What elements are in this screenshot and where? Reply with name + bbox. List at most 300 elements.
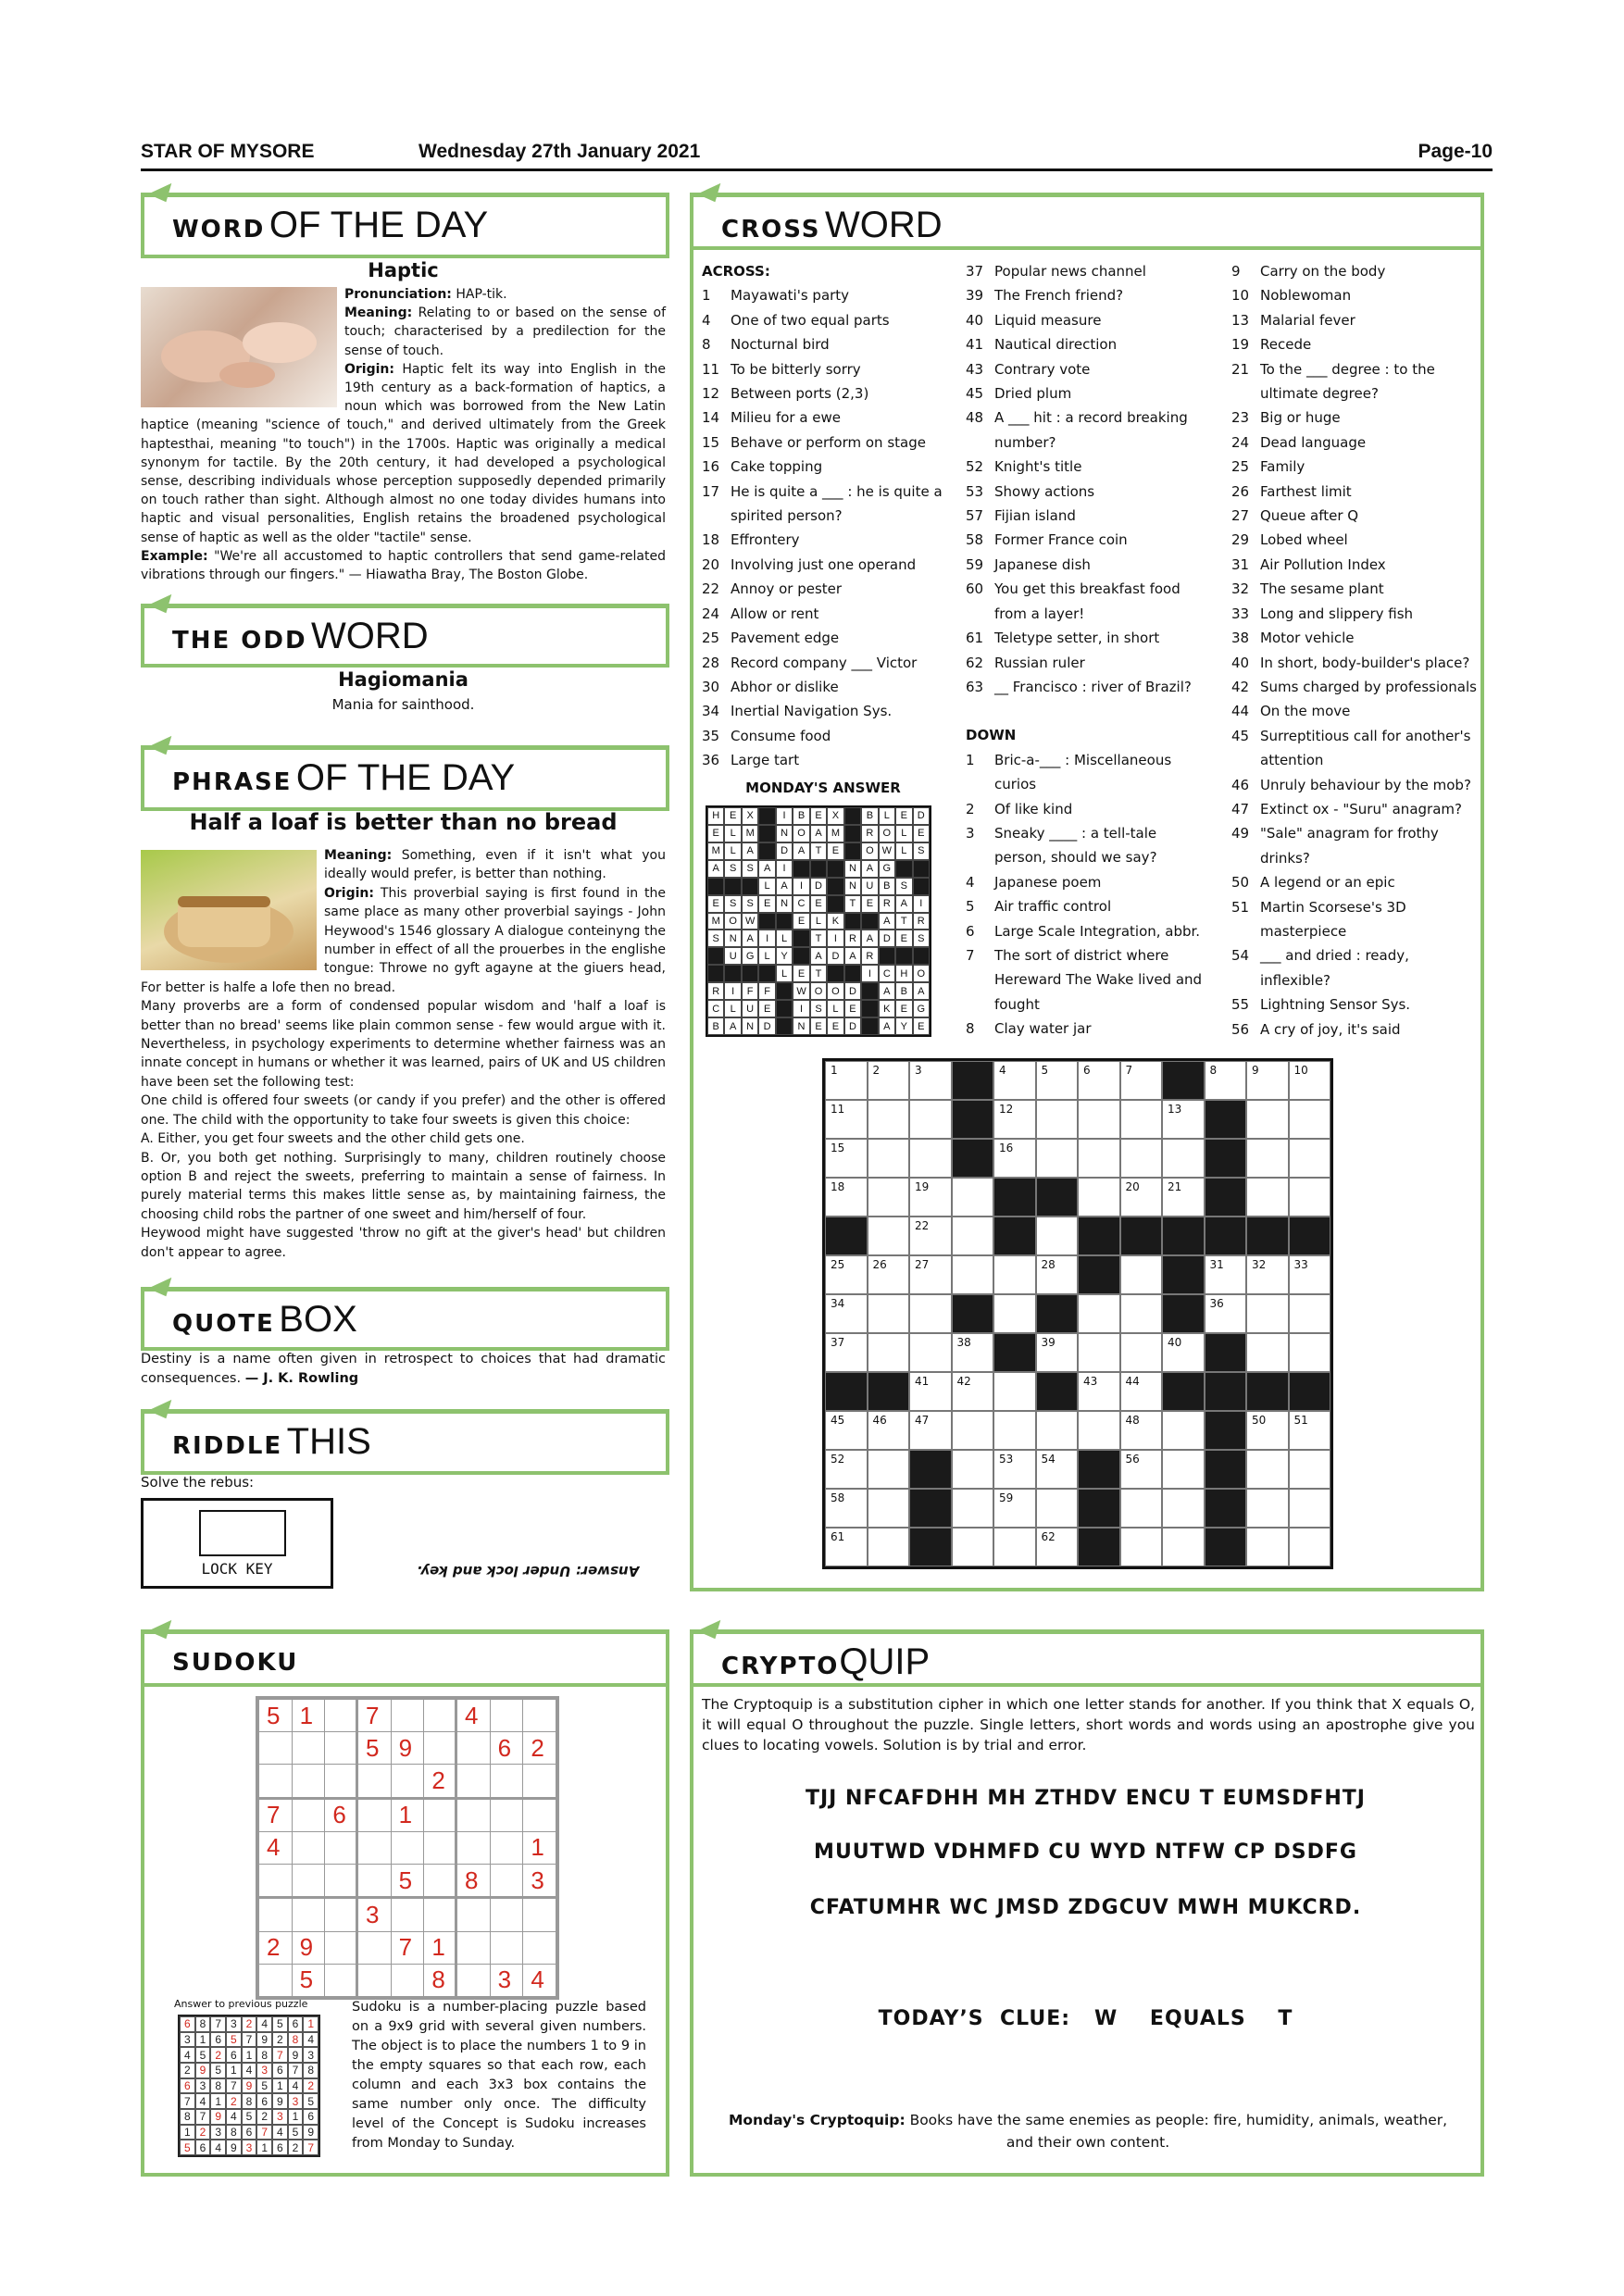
answer-cell: [913, 860, 930, 878]
crossword-cell[interactable]: [1078, 1411, 1120, 1450]
clue-text: Unruly behaviour by the mob?: [1260, 776, 1471, 793]
black-square: [1162, 1061, 1205, 1100]
crossword-cell[interactable]: [1246, 1411, 1289, 1450]
answer-cell: [793, 930, 809, 947]
crossword-cell[interactable]: [1289, 1100, 1331, 1139]
answer-cell: U: [861, 878, 878, 895]
crossword-cell[interactable]: [1246, 1333, 1289, 1372]
sudoku-cell[interactable]: [457, 1965, 490, 1996]
answer-cell: 6: [272, 2063, 288, 2078]
crossword-cell[interactable]: [825, 1528, 868, 1566]
crossword-cell[interactable]: [1289, 1411, 1331, 1450]
clue-item: [702, 480, 944, 529]
crossword-cell[interactable]: [1246, 1489, 1289, 1528]
sudoku-cell[interactable]: [259, 1765, 292, 1796]
sudoku-cell[interactable]: [358, 1765, 391, 1796]
crossword-cell[interactable]: [1120, 1333, 1163, 1372]
phrase-text: Meaning: Something, even if it isn't what you ideally would prefer, is better than nothing. Origin: This proverbial saying is first found in the same place as many other proverbial sayings - John Heywood's 1546 glossary A dialogue conteinyng the number in effect of all the prouerbes in the englishe tongue: Throwe no gyft agayne at the giuers head, For better is halfe a lofe then no bread. Many proverbs are a form of condensed popular wisdom and 'half a loaf is better than no bread' seems like plain common sense - few would argue with it. Nevertheless, in psychology experiments to determine whether fairness was an innate concept in humans or whether it was learned, pairs of UK and US children have been set the following test: One child is offered four sweets (or candy if you prefer) and the other is offered one. The child with the opportunity to take four sweets is given this choice: A. Either, you get four sweets and the other child gets one. B. Or, you both get nothing. Surprisingly to many, children routinely choose option B and reject the sweets, preferring to maintain a sense of fairness. In purely material terms this makes little sense as, by maintaining fairness, the choosing child robs the partner of one sweet and him/herself of four. Heywood might have suggested 'throw no gift at the giver's head' but children don't appear to agree.: [141, 848, 666, 1260]
sudoku-cell[interactable]: [358, 1865, 391, 1896]
sudoku-cell[interactable]: [424, 1800, 455, 1831]
crossword-cell[interactable]: [1205, 1294, 1247, 1333]
crossword-cell[interactable]: [825, 1411, 868, 1450]
sudoku-cell[interactable]: [358, 1965, 391, 1996]
answer-cell: [827, 965, 843, 982]
crossword-cell[interactable]: [993, 1255, 1036, 1294]
black-square: [1246, 1217, 1289, 1255]
crossword-cell[interactable]: [868, 1178, 910, 1217]
sudoku-cell[interactable]: [523, 1800, 556, 1831]
answer-cell: M: [827, 825, 843, 842]
answer-cell: [793, 860, 809, 878]
crossword-cell[interactable]: [909, 1100, 952, 1139]
crossword-cell[interactable]: [825, 1178, 868, 1217]
sudoku-cell[interactable]: [293, 1865, 325, 1896]
answer-cell: 5: [210, 2063, 226, 2078]
clue-text: The French friend?: [994, 287, 1124, 305]
sudoku-cell[interactable]: [325, 1832, 356, 1864]
answer-cell: I: [758, 930, 775, 947]
crossword-cell[interactable]: [825, 1100, 868, 1139]
crossword-cell[interactable]: [909, 1333, 952, 1372]
riddle-header: RIDDLE THIS: [141, 1409, 669, 1475]
answer-cell: S: [742, 895, 758, 913]
clue-number: 1: [966, 751, 975, 768]
answer-cell: 1: [303, 2016, 319, 2032]
crossword-cell[interactable]: [1246, 1100, 1289, 1139]
sudoku-cell[interactable]: [358, 1800, 391, 1831]
crossword-cell[interactable]: [952, 1528, 994, 1566]
monday-cryptoquip: Monday's Cryptoquip: Books have the same enemies as people: fire, humidity, animals, weather, and their own content.: [728, 2112, 1448, 2151]
answer-cell: M: [707, 913, 724, 930]
crossword-cell[interactable]: [952, 1178, 994, 1217]
clue-item: [966, 553, 1208, 577]
answer-cell: A: [895, 895, 912, 913]
crossword-cell[interactable]: [1120, 1255, 1163, 1294]
crossword-cell[interactable]: [1078, 1178, 1120, 1217]
answer-cell: A: [810, 825, 827, 842]
clue-item: [702, 651, 944, 675]
rebus-square: [199, 1510, 286, 1556]
crossword-cell[interactable]: [1078, 1139, 1120, 1178]
clue-number: 21: [1231, 360, 1250, 378]
answer-cell: 2: [210, 2047, 226, 2063]
answer-cell: 1: [288, 2109, 304, 2125]
answer-cell: 6: [180, 2078, 195, 2094]
sudoku-cell[interactable]: [259, 1865, 292, 1896]
cell-number: 53: [999, 1453, 1014, 1466]
clue-item: [1231, 577, 1480, 601]
crossword-cell[interactable]: [868, 1061, 910, 1100]
answer-cell: 4: [180, 2047, 195, 2063]
crossword-cell[interactable]: [825, 1333, 868, 1372]
black-square: [825, 1372, 868, 1411]
crossword-cell[interactable]: [993, 1411, 1036, 1450]
crossword-cell[interactable]: [993, 1061, 1036, 1100]
sudoku-cell[interactable]: [491, 1932, 523, 1964]
crossword-cell[interactable]: [1289, 1139, 1331, 1178]
sudoku-cell[interactable]: [392, 1899, 424, 1930]
answer-cell: 8: [303, 2063, 319, 2078]
clue-item: [966, 651, 1208, 675]
crossword-cell[interactable]: [1036, 1450, 1079, 1489]
black-square: [993, 1217, 1036, 1255]
sudoku-cell[interactable]: [491, 1899, 523, 1930]
answer-cell: 4: [303, 2032, 319, 2048]
sudoku-cell[interactable]: [424, 1732, 455, 1764]
answer-cell: B: [861, 807, 878, 825]
black-square: [1078, 1528, 1120, 1566]
answer-cell: 2: [242, 2016, 257, 2032]
sudoku-cell[interactable]: [259, 1899, 292, 1930]
crossword-cell[interactable]: [1289, 1255, 1331, 1294]
crossword-cell[interactable]: [993, 1139, 1036, 1178]
crossword-cell[interactable]: [868, 1411, 910, 1450]
crossword-cell[interactable]: [868, 1139, 910, 1178]
sudoku-cell[interactable]: [523, 1765, 556, 1796]
crossword-cell[interactable]: [825, 1294, 868, 1333]
answer-cell: 8: [195, 2016, 211, 2032]
sudoku-cell[interactable]: [392, 1765, 424, 1796]
sudoku-cell[interactable]: [325, 1732, 356, 1764]
crossword-cell[interactable]: [1246, 1139, 1289, 1178]
sudoku-cell[interactable]: [457, 1832, 490, 1864]
crossword-cell[interactable]: [1289, 1333, 1331, 1372]
crossword-cell[interactable]: [952, 1255, 994, 1294]
sudoku-cell[interactable]: [424, 1832, 455, 1864]
sudoku-cell[interactable]: [523, 1899, 556, 1930]
clue-number: 55: [1231, 996, 1250, 1014]
answer-cell: Y: [895, 1017, 912, 1035]
clue-text: Behave or perform on stage: [731, 433, 926, 451]
answer-cell: L: [724, 1000, 741, 1017]
crossword-cell[interactable]: [1120, 1450, 1163, 1489]
crossword-cell[interactable]: [1036, 1255, 1079, 1294]
crossword-cell[interactable]: [868, 1489, 910, 1528]
crossword-cell[interactable]: [1162, 1411, 1205, 1450]
clue-text: Record company ___ Victor: [731, 654, 918, 671]
rebus-box: [141, 1498, 333, 1589]
clue-text: Dead language: [1260, 433, 1367, 451]
sudoku-cell[interactable]: [457, 1800, 490, 1831]
crossword-cell[interactable]: [868, 1333, 910, 1372]
sudoku-cell[interactable]: [325, 1932, 356, 1964]
crossword-cell[interactable]: [1120, 1178, 1163, 1217]
sudoku-cell[interactable]: [523, 1932, 556, 1964]
crossword-cell[interactable]: [1246, 1255, 1289, 1294]
answer-cell: N: [724, 930, 741, 947]
crossword-cell[interactable]: [993, 1294, 1036, 1333]
crossword-cell[interactable]: [825, 1450, 868, 1489]
answer-cell: [758, 913, 775, 930]
crossword-cell[interactable]: [909, 1372, 952, 1411]
clue-text: Dried plum: [994, 385, 1072, 403]
answer-cell: [707, 965, 724, 982]
crossword-cell[interactable]: [1078, 1061, 1120, 1100]
crossword-cell[interactable]: [1289, 1489, 1331, 1528]
clue-text: Japanese poem: [994, 873, 1102, 891]
sudoku-cell: 4: [259, 1832, 292, 1864]
sudoku-cell[interactable]: [293, 1800, 325, 1831]
clue-text: The sort of district where Hereward The Wake lived and fought: [994, 946, 1203, 1013]
crossword-cell[interactable]: [1036, 1489, 1079, 1528]
answer-cell: L: [776, 930, 793, 947]
crossword-cell[interactable]: [993, 1528, 1036, 1566]
crossword-cell[interactable]: [1289, 1178, 1331, 1217]
sudoku-cell[interactable]: [424, 1865, 455, 1896]
answer-cell: S: [742, 860, 758, 878]
crossword-cell[interactable]: [993, 1100, 1036, 1139]
sudoku-cell[interactable]: [392, 1965, 424, 1996]
crossword-cell[interactable]: [868, 1294, 910, 1333]
sudoku-cell[interactable]: [293, 1765, 325, 1796]
clue-number: 4: [702, 311, 711, 329]
sudoku-cell[interactable]: [457, 1732, 490, 1764]
across-clues-col1: ACROSS: 1 Mayawati's party 4 One of two equal parts 8 Nocturnal bird 11 To be bitterly sorry 12 Between ports (2,3) 14 Milieu for a ewe 15 Behave or perform on stage 16 Cake topping 17 He is quite a ___ : he is quite a spirited person? 18 Effrontery 20 Involving just one operand 22 Annoy or pester 24 Allow or rent 25 Pavement edge 28 Record company ___ Victor 30 Abhor or dislike 34 Inertial Navigation Sys. 35 Consume food 36 Large tart: [702, 259, 944, 773]
sudoku-cell[interactable]: [457, 1765, 490, 1796]
answer-cell: 1: [272, 2078, 288, 2094]
clue-item: [1231, 821, 1480, 870]
sudoku-cell[interactable]: [293, 1732, 325, 1764]
crossword-cell[interactable]: [1162, 1100, 1205, 1139]
black-square: [1289, 1372, 1331, 1411]
clue-item: [1231, 651, 1480, 675]
clue-text: A legend or an epic: [1260, 874, 1395, 892]
crossword-cell[interactable]: [909, 1294, 952, 1333]
sudoku-cell[interactable]: [325, 1865, 356, 1896]
crossword-cell[interactable]: [868, 1528, 910, 1566]
sudoku-cell[interactable]: [491, 1865, 523, 1896]
sudoku-cell[interactable]: [424, 1700, 455, 1731]
cell-number: 20: [1125, 1180, 1140, 1193]
answer-cell: W: [879, 842, 895, 860]
sudoku-cell: 8: [424, 1965, 455, 1996]
answer-cell: [879, 947, 895, 965]
answer-cell: G: [879, 860, 895, 878]
answer-cell: 4: [226, 2109, 242, 2125]
sudoku-cell[interactable]: [358, 1832, 391, 1864]
crossword-cell[interactable]: [1120, 1100, 1163, 1139]
crossword-cell[interactable]: [1162, 1450, 1205, 1489]
clue-item: [966, 919, 1208, 943]
sudoku-cell: 4: [457, 1700, 490, 1731]
cell-number: 8: [1209, 1064, 1218, 1077]
crossword-cell[interactable]: [993, 1450, 1036, 1489]
crossword-cell[interactable]: [1036, 1217, 1079, 1255]
crossword-cell[interactable]: [1289, 1528, 1331, 1566]
answer-cell: U: [724, 947, 741, 965]
cell-number: 27: [915, 1258, 930, 1271]
crossword-cell[interactable]: [993, 1372, 1036, 1411]
clue-text: Lobed wheel: [1260, 531, 1348, 549]
sudoku-cell[interactable]: [491, 1832, 523, 1864]
crossword-cell[interactable]: [952, 1333, 994, 1372]
crossword-cell[interactable]: [868, 1217, 910, 1255]
crossword-cell[interactable]: [1162, 1139, 1205, 1178]
answer-cell: 3: [303, 2047, 319, 2063]
sudoku-cell[interactable]: [491, 1765, 523, 1796]
answer-cell: F: [758, 982, 775, 1000]
answer-cell: [861, 1000, 878, 1017]
crossword-cell[interactable]: [1289, 1061, 1331, 1100]
answer-cell: B: [793, 807, 809, 825]
clue-number: 46: [1231, 776, 1250, 793]
clue-item: [966, 528, 1208, 552]
answer-cell: [844, 913, 861, 930]
clue-text: Carry on the body: [1260, 263, 1386, 280]
crossword-cell[interactable]: [1078, 1100, 1120, 1139]
crossword-cell[interactable]: [993, 1489, 1036, 1528]
black-square: [1162, 1255, 1205, 1294]
crossword-cell[interactable]: [952, 1489, 994, 1528]
crossword-cell[interactable]: [1246, 1528, 1289, 1566]
answer-cell: X: [827, 807, 843, 825]
crossword-cell[interactable]: [909, 1139, 952, 1178]
clue-item: [702, 626, 944, 650]
clue-item: [966, 894, 1208, 918]
cell-number: 38: [956, 1336, 971, 1349]
sudoku-cell[interactable]: [424, 1899, 455, 1930]
sudoku-cell[interactable]: [457, 1932, 490, 1964]
crossword-cell[interactable]: [1246, 1294, 1289, 1333]
sudoku-cell[interactable]: [325, 1899, 356, 1930]
crossword-cell[interactable]: [825, 1139, 868, 1178]
answer-cell: O: [810, 982, 827, 1000]
sudoku-cell[interactable]: [491, 1700, 523, 1731]
cell-number: 52: [831, 1453, 845, 1466]
answer-cell: 6: [256, 2093, 272, 2109]
crossword-cell[interactable]: [1162, 1333, 1205, 1372]
clue-number: 45: [1231, 727, 1250, 744]
sudoku-cell: 3: [358, 1899, 391, 1930]
answer-cell: 4: [210, 2140, 226, 2155]
answer-cell: A: [844, 947, 861, 965]
crossword-cell[interactable]: [1120, 1528, 1163, 1566]
crossword-cell[interactable]: [1036, 1411, 1079, 1450]
crossword-cell[interactable]: [1246, 1178, 1289, 1217]
crossword-cell[interactable]: [1246, 1450, 1289, 1489]
answer-cell: D: [810, 878, 827, 895]
cell-number: 54: [1041, 1453, 1056, 1466]
crossword-cell[interactable]: [1036, 1139, 1079, 1178]
crossword-cell[interactable]: [952, 1217, 994, 1255]
clue-text: Big or huge: [1260, 409, 1341, 427]
clue-text: Bric-a-___ : Miscellaneous curios: [994, 751, 1172, 793]
sudoku-cell: 6: [325, 1800, 356, 1831]
crossword-cell[interactable]: [1162, 1528, 1205, 1566]
black-square: [1162, 1217, 1205, 1255]
answer-cell: 5: [288, 2125, 304, 2140]
answer-cell: 9: [226, 2140, 242, 2155]
crossword-cell[interactable]: [1120, 1139, 1163, 1178]
crossword-cell[interactable]: [1078, 1294, 1120, 1333]
crossword-cell[interactable]: [825, 1489, 868, 1528]
crossword-cell[interactable]: [868, 1450, 910, 1489]
answer-cell: 2: [256, 2109, 272, 2125]
crossword-cell[interactable]: [1120, 1411, 1163, 1450]
clue-number: 45: [966, 385, 984, 403]
clue-number: 49: [1231, 825, 1250, 842]
crossword-cell[interactable]: [1205, 1255, 1247, 1294]
page-number: Page-10: [1418, 141, 1493, 162]
sudoku-cell[interactable]: [325, 1700, 356, 1731]
cryptoquip-intro: The Cryptoquip is a substitution cipher in which one letter stands for another. If you think that X equals O, it will equal O throughout the puzzle. Single letters, short words and words using an apostrophe give you clues to locating vowels. Solution is by trial and error.: [702, 1696, 1475, 1753]
clue-number: 56: [1231, 1020, 1250, 1038]
clue-text: Nautical direction: [994, 336, 1118, 354]
sudoku-cell[interactable]: [358, 1932, 391, 1964]
sudoku-cell[interactable]: [293, 1899, 325, 1930]
answer-cell: 3: [256, 2063, 272, 2078]
crossword-cell[interactable]: [1289, 1450, 1331, 1489]
sudoku-cell[interactable]: [325, 1965, 356, 1996]
crossword-cell[interactable]: [1120, 1294, 1163, 1333]
answer-cell: 9: [256, 2032, 272, 2048]
crossword-cell[interactable]: [825, 1061, 868, 1100]
answer-cell: 8: [210, 2078, 226, 2094]
crossword-cell[interactable]: [1078, 1372, 1120, 1411]
crossword-cell[interactable]: [909, 1217, 952, 1255]
crossword-cell[interactable]: [909, 1411, 952, 1450]
crossword-cell[interactable]: [825, 1255, 868, 1294]
answer-cell: A: [707, 860, 724, 878]
crossword-cell[interactable]: [1120, 1372, 1163, 1411]
clue-text: Cake topping: [731, 458, 823, 476]
sudoku-cell[interactable]: [259, 1732, 292, 1764]
sudoku-cell[interactable]: [259, 1965, 292, 1996]
crossword-cell[interactable]: [1120, 1061, 1163, 1100]
clue-number: 58: [966, 531, 984, 549]
crossword-cell[interactable]: [909, 1178, 952, 1217]
crossword-cell[interactable]: [1162, 1489, 1205, 1528]
sudoku-cell[interactable]: [392, 1700, 424, 1731]
sudoku-cell[interactable]: [293, 1832, 325, 1864]
crossword-cell[interactable]: [1162, 1178, 1205, 1217]
clue-number: 24: [1231, 433, 1250, 451]
answer-cell: 1: [210, 2093, 226, 2109]
sudoku-cell[interactable]: [491, 1800, 523, 1831]
crossword-cell[interactable]: [1120, 1489, 1163, 1528]
crossword-cell[interactable]: [952, 1411, 994, 1450]
sudoku-cell[interactable]: [392, 1832, 424, 1864]
crossword-panel: CROSS WORD: [690, 193, 1484, 1591]
sudoku-cell[interactable]: [523, 1700, 556, 1731]
clue-item: [966, 626, 1208, 650]
crossword-cell[interactable]: [952, 1372, 994, 1411]
crossword-cell[interactable]: [1036, 1528, 1079, 1566]
crossword-cell[interactable]: [1246, 1061, 1289, 1100]
crossword-cell[interactable]: [1205, 1061, 1247, 1100]
crossword-cell[interactable]: [868, 1255, 910, 1294]
sudoku-cell[interactable]: [325, 1765, 356, 1796]
answer-cell: R: [861, 825, 878, 842]
clue-item: [1231, 332, 1480, 356]
answer-cell: A: [861, 930, 878, 947]
clue-text: Allow or rent: [731, 605, 819, 622]
crossword-cell[interactable]: [1289, 1294, 1331, 1333]
crossword-cell[interactable]: [909, 1255, 952, 1294]
answer-cell: 4: [272, 2125, 288, 2140]
crossword-cell[interactable]: [1036, 1061, 1079, 1100]
crossword-cell[interactable]: [1036, 1100, 1079, 1139]
clue-item: [702, 308, 944, 332]
crossword-cell[interactable]: [1078, 1333, 1120, 1372]
crossword-cell[interactable]: [909, 1061, 952, 1100]
crossword-cell[interactable]: [1036, 1333, 1079, 1372]
crossword-cell[interactable]: [952, 1450, 994, 1489]
crossword-cell[interactable]: [868, 1100, 910, 1139]
clue-text: Air traffic control: [994, 898, 1112, 916]
clue-number: 26: [1231, 482, 1250, 500]
sudoku-cell[interactable]: [457, 1899, 490, 1930]
